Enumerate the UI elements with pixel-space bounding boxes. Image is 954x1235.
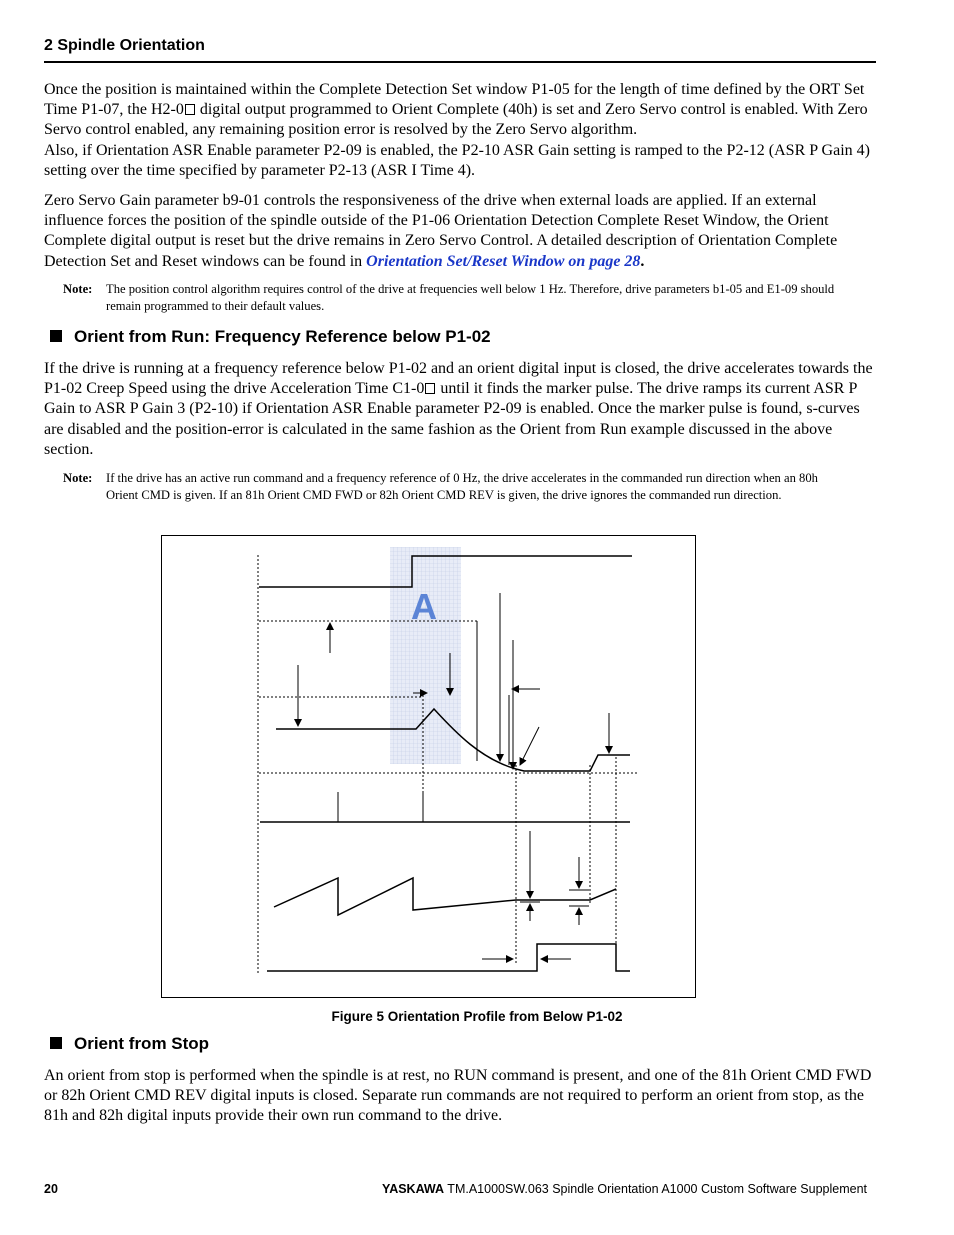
square-bullet-icon — [50, 330, 62, 342]
paragraph-2 — [44, 191, 876, 272]
chapter-title: 2 Spindle Orientation — [44, 37, 205, 54]
footer-doc-title: TM.A1000SW.063 Spindle Orientation A1000 Custom Software Supplement — [444, 1182, 867, 1196]
paragraph-2-end: . — [640, 252, 645, 270]
header-rule — [44, 61, 876, 63]
note-2 — [63, 470, 843, 521]
paragraph-1 — [44, 80, 876, 181]
footer-document-title — [382, 1182, 867, 1196]
paragraph-1-part-c: Also, if Orientation ASR Enable parameter P2-09 is enabled, the P2-10 ASR Gain setting is ramped to the P2-12 (ASR P Gain 4) setting over the time specified by parameter P2-13 (ASR I Time 4). — [44, 141, 870, 179]
cross-reference-link[interactable]: Orientation Set/Reset Window on page 28 — [366, 252, 641, 270]
note-2-label: Note: — [63, 471, 93, 485]
note-1-text: The position control algorithm requires control of the drive at frequencies well below 1 Hz. Therefore, drive parameters b1-05 and E1-09 should remain programmed to their default values. — [106, 282, 835, 313]
section-heading-orient-from-run — [50, 327, 491, 347]
paragraph-4: An orient from stop is performed when the spindle is at rest, no RUN command is present, and one of the 81h Orient CMD FWD or 82h Orient CMD REV digital inputs is closed. Separate run commands are not required to perform an orient from stop, as the 81h and 82h digital inputs provide their own run command to the drive. — [44, 1067, 872, 1125]
placeholder-box-icon — [185, 104, 195, 115]
paragraph-3-part-a: If the drive is running at a frequency reference below P1-02 and an orient digital input is closed, the drive accelerates towards the P1-02 Creep Speed using the drive Acceleration Time C1-0 — [44, 360, 873, 398]
footer-brand: YASKAWA — [382, 1182, 445, 1196]
orientation-profile-figure — [161, 535, 696, 998]
page-number: 20 — [44, 1182, 58, 1196]
section-heading-text: Orient from Stop — [74, 1034, 210, 1053]
section-heading-orient-from-stop — [50, 1034, 209, 1054]
note-2-text: If the drive has an active run command and a frequency reference of 0 Hz, the drive accelerates in the commanded run direction when an 80h Orient CMD is given. If an 81h Orient CMD FWD or 82h Orient CMD REV is given, the drive ignores the commanded run direction. — [106, 471, 818, 502]
placeholder-box-icon — [425, 383, 435, 394]
note-1 — [63, 281, 843, 315]
figure-caption: Figure 5 Orientation Profile from Below P1-02 — [331, 1009, 623, 1024]
paragraph-2-text: Zero Servo Gain parameter b9-01 controls the responsiveness of the drive when external loads are applied. If an external influence forces the position of the spindle outside of the P1-06 Orientation Detection Complete Reset Window, the Orient Complete digital output is reset but the drive remains in Zero Servo Control. A detailed description of Orientation Complete Detection Set and Reset windows can be found in — [44, 192, 838, 270]
paragraph-3-part-b: until it finds the marker pulse. The drive ramps its current ASR P Gain to ASR P Gain 3 (P2-10) if Orientation ASR Enable parameter P2-09 is enabled. Once the marker pulse is found, s-curves are disabled and the position-error is calculated in the same fashion as the Orient from Run example discussed in the above section. — [44, 380, 860, 458]
paragraph-1-part-b: digital output programmed to Orient Complete (40h) is set and Zero Servo control is enabled. With Zero Servo control enabled, any remaining position error is resolved by the Zero Servo algorithm. — [44, 101, 868, 139]
square-bullet-icon — [50, 1037, 62, 1049]
paragraph-1-part-a: Once the position is maintained within the Complete Detection Set window P1-05 for the length of time defined by the ORT Set Time P1-07, the H2-0 — [44, 81, 865, 119]
region-marker-a: A — [411, 586, 437, 627]
section-heading-text: Orient from Run: Frequency Reference below P1-02 — [74, 327, 491, 346]
note-1-label: Note: — [63, 282, 93, 296]
paragraph-3 — [44, 359, 876, 460]
